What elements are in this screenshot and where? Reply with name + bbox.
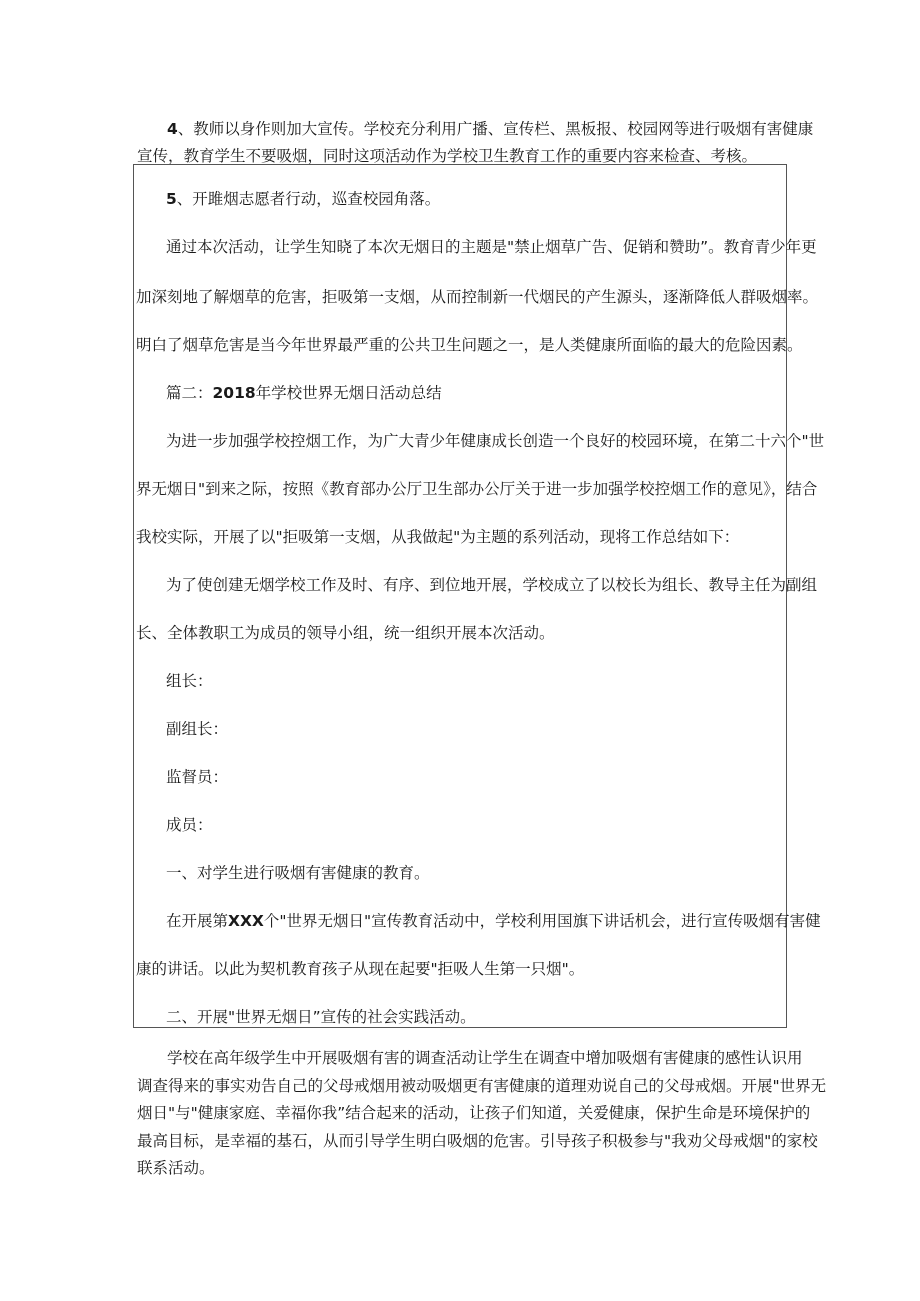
section-1-body: 在开展第XXX个"世界无烟日"宣传教育活动中，学校利用国旗下讲话机会，进行宣传吸烟有害健 — [166, 912, 821, 930]
bordered-text-box — [133, 164, 825, 1028]
intro-line: 为进一步加强学校控烟工作，为广大青少年健康成长创造一个良好的校园环境，在第二十六个"世 — [166, 432, 825, 450]
paragraph-line: 烟日"与"健康家庭、幸福你我”结合起来的活动，让孩子们知道，关爱健康，保护生命是环境保护的 — [137, 1104, 811, 1122]
item-5: 5、开雎烟志愿者行动，巡查校园角落。 — [166, 190, 441, 208]
role-supervisor: 监督员： — [166, 768, 229, 786]
paragraph-line: 宣传，教育学生不要吸烟，同时这项活动作为学校卫生教育工作的重要内容来检查、考核。 — [137, 147, 758, 165]
intro-line: 界无烟日"到来之际，按照《教育部办公厅卫生部办公厅关于进一步加强学校控烟工作的意见》，结合 — [136, 480, 818, 498]
section-1-title: 一、对学生进行吸烟有害健康的教育。 — [166, 864, 430, 882]
role-leader: 组长： — [166, 672, 213, 690]
item-number: 4 — [167, 120, 178, 138]
intro-line: 我校实际，开展了以"拒吸第一支烟，从我做起"为主题的系列活动，现将工作总结如下： — [136, 528, 740, 546]
paragraph-line: 学校在高年级学生中开展吸烟有害的调查活动让学生在调查中增加吸烟有害健康的感性认识用 — [167, 1049, 803, 1067]
section-heading: 篇二：2018年学校世界无烟日活动总结 — [166, 384, 442, 402]
item-number: 5 — [166, 190, 177, 208]
paragraph-line: 联系活动。 — [137, 1159, 215, 1177]
section-1-body-line2: 康的讲话。以此为契机教育孩子从现在起要"拒吸人生第一只烟"。 — [136, 960, 585, 978]
summary-line: 加深刻地了解烟草的危害，拒吸第一支烟，从而控制新一代烟民的产生源头，逐渐降低人群吸烟率。 — [136, 288, 819, 306]
role-deputy-leader: 副组长： — [166, 720, 229, 738]
summary-line: 通过本次活动，让学生知晓了本次无烟日的主题是"禁止烟草广告、促销和赞助”。教育青少年更 — [166, 238, 817, 256]
paragraph-teacher-example — [137, 116, 814, 170]
org-line: 为了使创建无烟学校工作及时、有序、到位地开展，学校成立了以校长为组长、教导主任为副组 — [166, 576, 818, 594]
summary-line: 明白了烟草危害是当今年世界最严重的公共卫生问题之一，是人类健康所面临的最大的危险因素。 — [136, 336, 803, 354]
org-line: 长、全体教职工为成员的领导小组，统一组织开展本次活动。 — [136, 624, 555, 642]
paragraph-survey-activity — [137, 1045, 827, 1183]
paragraph-line: 最高目标，是幸福的基石，从而引导学生明白吸烟的危害。引导孩子积极参与"我劝父母戒烟"的家校 — [137, 1131, 818, 1150]
section-2-title: 二、开展"世界无烟日”宣传的社会实践活动。 — [166, 1008, 476, 1026]
paragraph-line: 调查得来的事实劝告自己的父母戒烟用被动吸烟更有害健康的道理劝说自己的父母戒烟。开展"世界无 — [137, 1076, 827, 1095]
role-members: 成员： — [166, 816, 213, 834]
paragraph-line: 4、教师以身作则加大宣传。学校充分利用广播、宣传栏、黑板报、校园网等进行吸烟有害健康 — [167, 120, 814, 138]
